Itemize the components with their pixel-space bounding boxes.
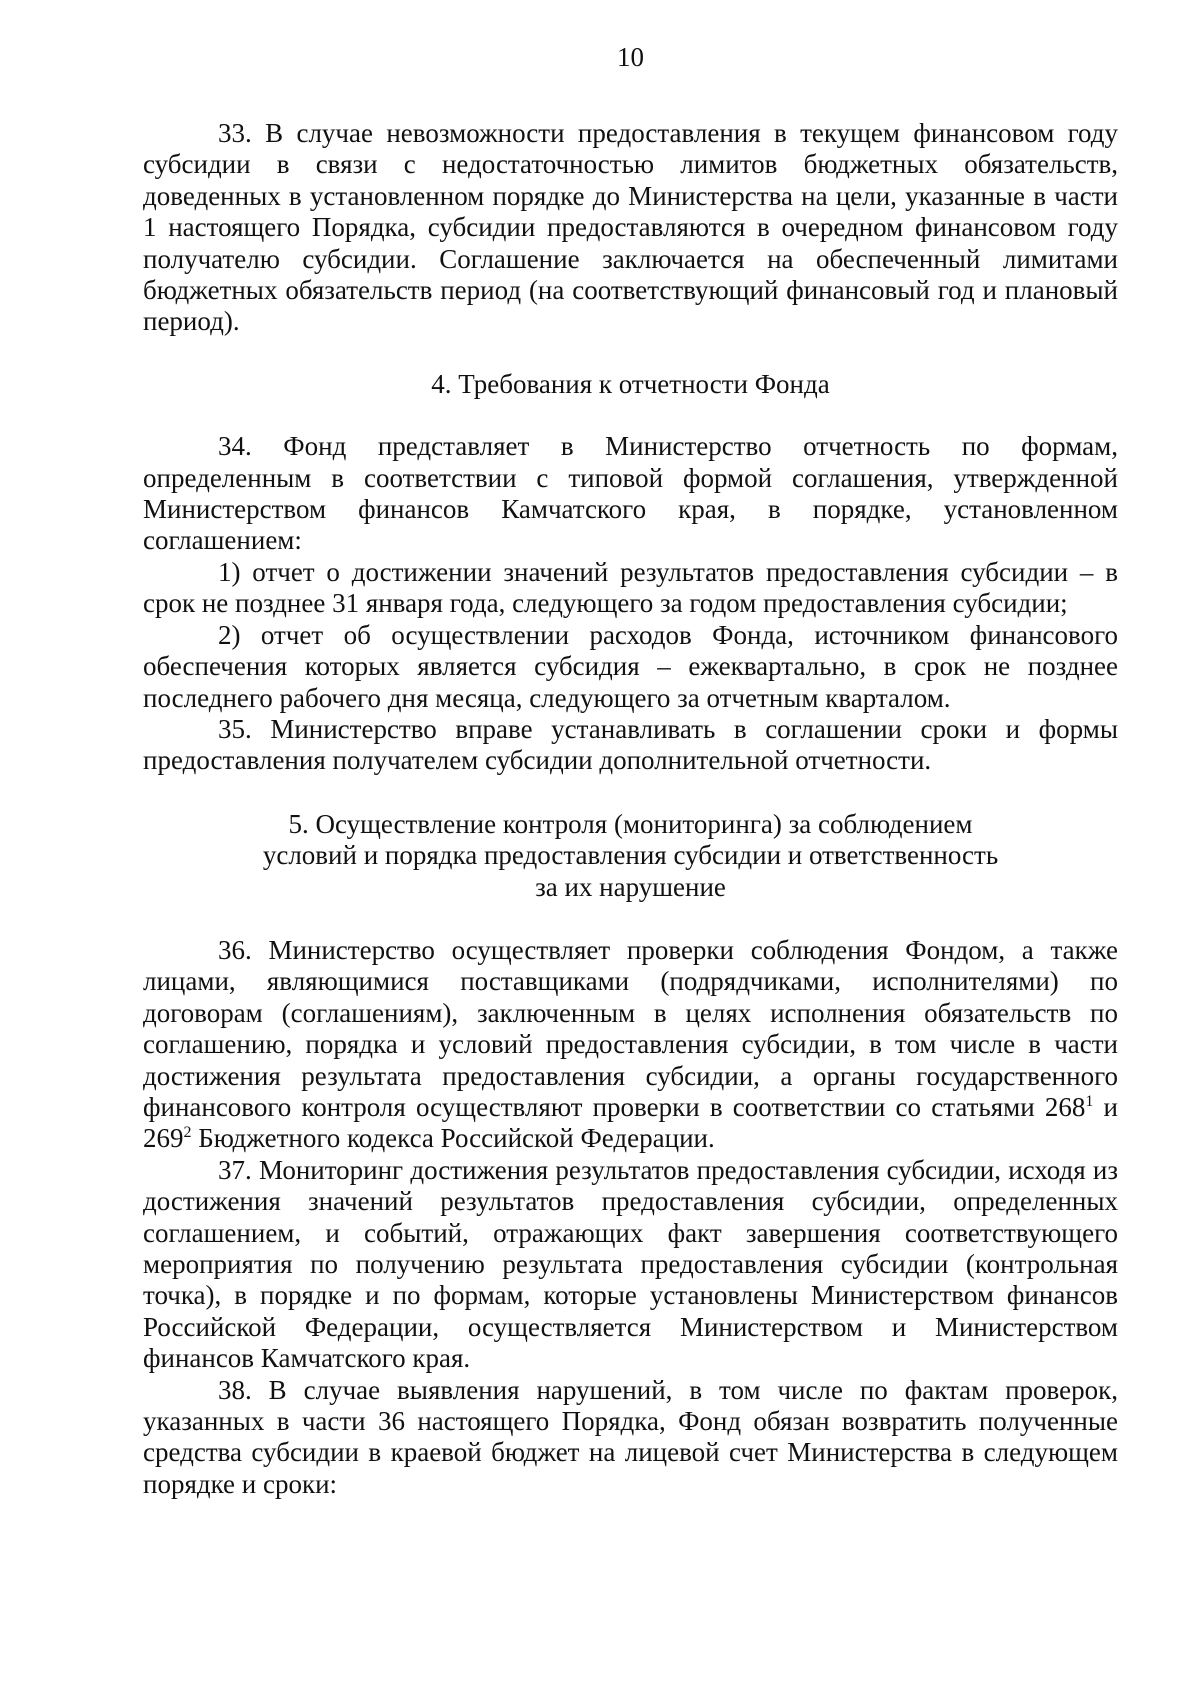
section-heading-5 xyxy=(143,809,1118,903)
paragraph-36-superscript-1: 1 xyxy=(1085,1092,1094,1110)
page-number: 10 xyxy=(617,42,644,72)
section-heading-5-line-1: 5. Осуществление контроля (мониторинга) за соблюдением xyxy=(288,808,973,839)
paragraph-37: 37. Мониторинг достижения результатов предоставления субсидии, исходя из достижения значений результатов предоставления субсидии, определенных соглашением, и событий, отражающих факт завершения соответствующего мероприятия по получению результата предоставления субсидии (контрольная точка), в порядке и по формам, которые установлены Министерством финансов Российской Федерации, осуществляется Министерством и Министерством финансов Камчатского края. xyxy=(143,1154,1118,1374)
paragraph-34-item-2: 2) отчет об осуществлении расходов Фонда, источником финансового обеспечения которых является субсидия – ежеквартально, в срок не позднее последнего рабочего дня месяца, следующего за отчетным кварталом. xyxy=(143,619,1118,713)
document-body xyxy=(143,118,1118,1500)
paragraph-36-superscript-2: 2 xyxy=(183,1124,192,1142)
paragraph-33: 33. В случае невозможности предоставления в текущем финансовом году субсидии в связи с недостаточностью лимитов бюджетных обязательств, доведенных в установленном порядке до Министерства на цели, указанные в части 1 настоящего Порядка, субсидии предоставляются в очередном финансовом году получателю субсидии. Соглашение заключается на обеспеченный лимитами бюджетных обязательств период (на соответствующий финансовый год и плановый период). xyxy=(143,118,1118,337)
paragraph-34: 34. Фонд представляет в Министерство отчетность по формам, определенным в соответствии с типовой формой соглашения, утвержденной Министерством финансов Камчатского края, в порядке, установленном соглашением: xyxy=(143,431,1118,556)
paragraph-36-text-b: и 269 xyxy=(143,1091,1118,1154)
section-heading-5-line-2: условий и порядка предоставления субсидии и ответственность xyxy=(262,840,999,871)
section-heading-5-line-3: за их нарушение xyxy=(535,871,726,902)
paragraph-36-text-c: Бюджетного кодекса Российской Федерации. xyxy=(191,1123,715,1154)
paragraph-35: 35. Министерство вправе устанавливать в соглашении сроки и формы предоставления получателем субсидии дополнительной отчетности. xyxy=(143,713,1118,776)
paragraph-34-item-1: 1) отчет о достижении значений результатов предоставления субсидии – в срок не позднее 31 января года, следующего за годом предоставления субсидии; xyxy=(143,556,1118,619)
paragraph-36 xyxy=(143,935,1118,1155)
section-heading-4: 4. Требования к отчетности Фонда xyxy=(431,368,830,399)
paragraph-36-text-a: 36. Министерство осуществляет проверки соблюдения Фондом, а также лицами, являющимися поставщиками (подрядчиками, исполнителями) по договорам (соглашениям), заключенным в целях исполнения обязательств по соглашению, порядка и условий предоставления субсидии, в том числе в части достижения результата предоставления субсидии, а органы государственного финансового контроля осуществляют проверки в соответствии со статьями 268 xyxy=(143,934,1118,1122)
paragraph-38: 38. В случае выявления нарушений, в том числе по фактам проверок, указанных в части 36 настоящего Порядка, Фонд обязан возвратить полученные средства субсидии в краевой бюджет на лицевой счет Министерства в следующем порядке и сроки: xyxy=(143,1374,1118,1499)
